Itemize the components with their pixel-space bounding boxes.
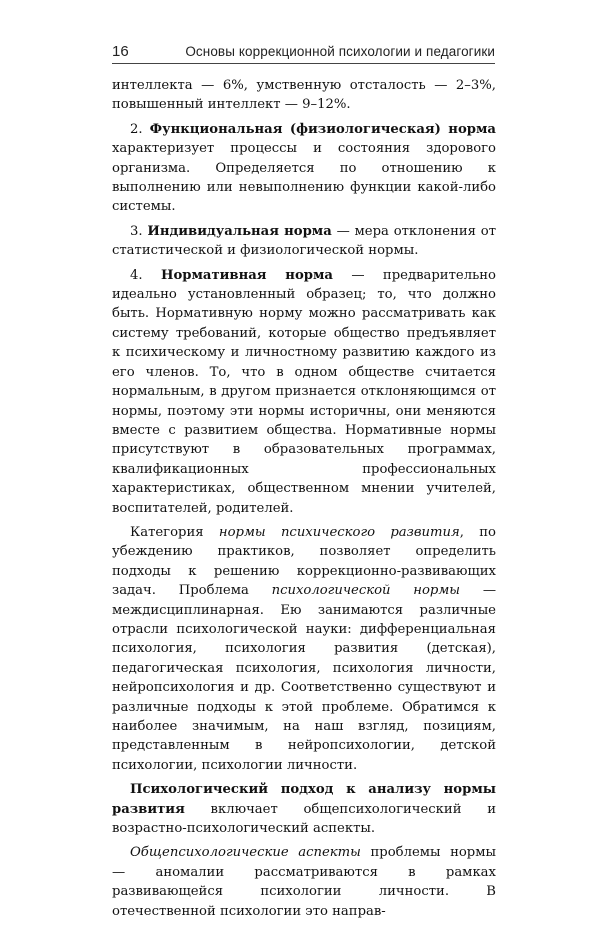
text-fragment: — междисциплинарная. Ею занимаются различные отрасли психологической науки: дифференциальная психология, психология развития (детская), педагогическая психология, психология личности, нейропсихология и др. Соответственно существуют и различные подходы к этой проблеме. Обратимся к наиболее значимым, на наш взгляд, позициям, представленным в нейропсихологии, детской психологии, психологии личности. [112, 583, 496, 773]
item-number: 4. [130, 267, 143, 283]
item-number: 2. [130, 121, 143, 137]
paragraph-individual-norm [112, 222, 496, 261]
definition-text: — мера отклонения от статистической и физиологической нормы. [112, 223, 496, 259]
text-fragment: включает общепсихологический и возрастно-психологический аспекты. [112, 801, 496, 837]
paragraph-functional-norm [112, 120, 496, 217]
running-head [112, 41, 495, 64]
definition-text: характеризует процессы и состояния здорового организма. Определяется по отношению к выполнению или невыполнению функции какой-либо системы. [112, 141, 496, 215]
term-psychological-approach: Психологический подход к анализу нормы развития [112, 782, 496, 817]
text-fragment: Категория [130, 524, 204, 540]
body-text [112, 76, 496, 926]
term-individual-norm: Индивидуальная норма [147, 223, 332, 239]
term-normative-norm: Нормативная норма [160, 267, 333, 283]
page-number: 16 [112, 43, 129, 60]
italic-term: нормы психического развития [218, 524, 460, 540]
italic-term: Общепсихологические аспекты [130, 845, 361, 861]
term-functional-norm: Функциональная (физиологическая) норма [149, 121, 496, 137]
paragraph-psychological-approach [112, 780, 496, 838]
book-title: Основы коррекционной психологии и педагогики [185, 44, 495, 59]
paragraph-continued: интеллекта — 6%, умственную отсталость — 2–3%, повышенный интеллект — 9–12%. [112, 78, 496, 113]
paragraph-general-aspects [112, 843, 496, 921]
text-fragment: , по убеждению практиков, позволяет определить подходы к решению коррекционно-развивающих задач. Проблема [112, 524, 496, 599]
text-fragment: проблемы нормы — аномалии рассматриваются в рамках развивающейся психологии личности. В отечественной психологии это направ- [112, 845, 496, 919]
definition-text: — предварительно идеально установленный образец; то, что должно быть. Нормативную норму можно рассматривать как систему требований, которые общество предъявляет к психическому и личностному развитию каждого из его членов. То, что в одном обществе считается нормальным, в другом признается отклоняющимся от нормы, поэтому эти нормы историчны, они меняются вместе с развитием общества. Нормативные нормы присутствуют в образовательных программах, квалификационных профессиональных характеристиках, общественном мнении учителей, воспитателей, родителей. [112, 267, 496, 516]
paragraph-category [112, 523, 496, 775]
item-number: 3. [130, 223, 143, 239]
italic-term: психологической нормы [271, 583, 461, 599]
paragraph-normative-norm [112, 266, 496, 518]
